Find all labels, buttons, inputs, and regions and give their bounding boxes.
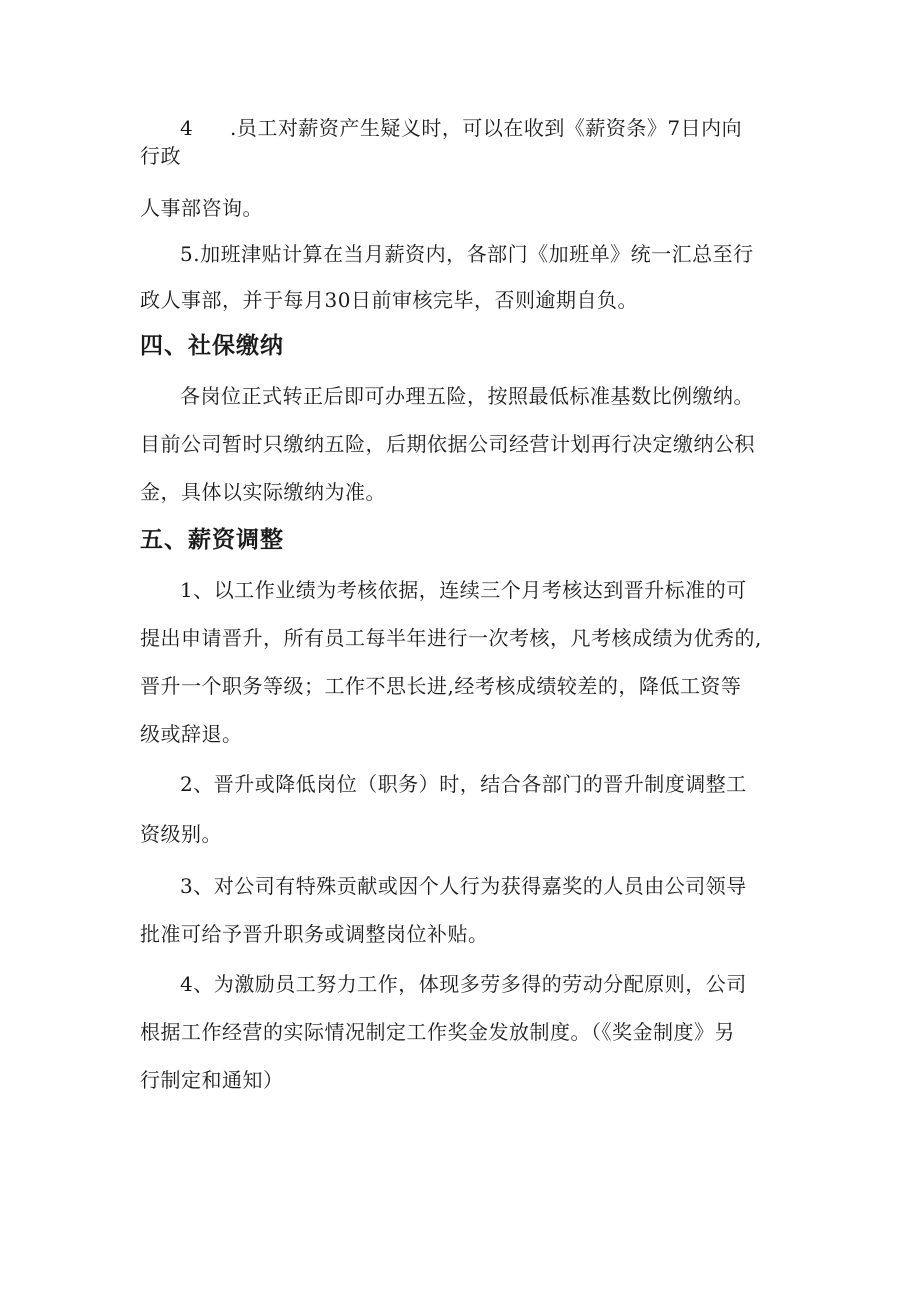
section4-para-line2: 目前公司暂时只缴纳五险，后期依据公司经营计划再行决定缴纳公积 — [140, 432, 755, 456]
section5-p4-line3: 行制定和通知） — [140, 1068, 284, 1092]
section5-p1-line4: 级或辞退。 — [140, 722, 243, 746]
item4-number: 4 — [180, 116, 193, 140]
section5-title: 五、薪资调整 — [140, 527, 284, 553]
section5-p3-line1: 3、对公司有特殊贡献或因个人行为获得嘉奖的人员由公司领导 — [180, 874, 747, 898]
section5-p1-line1: 1、以工作业绩为考核依据，连续三个月考核达到晋升标准的可 — [180, 578, 747, 602]
item4-text-line1: .员工对薪资产生疑义时，可以在收到《薪资条》7日内向 — [230, 116, 743, 140]
section5-p1-line2: 提出申请晋升，所有员工每半年进行一次考核，凡考核成绩为优秀的, — [140, 626, 762, 650]
section5-p4-line2: 根据工作经营的实际情况制定工作奖金发放制度。（《奖金制度》另 — [140, 1020, 735, 1044]
section5-p4-line1: 4、为激励员工努力工作，体现多劳多得的劳动分配原则，公司 — [180, 972, 747, 996]
section5-p3-line2: 批准可给予晋升职务或调整岗位补贴。 — [140, 922, 489, 946]
section5-p2-line1: 2、晋升或降低岗位（职务）时，结合各部门的晋升制度调整工 — [180, 772, 747, 796]
section4-para-line3: 金，具体以实际缴纳为准。 — [140, 480, 386, 504]
item5-line2: 政人事部，并于每月30日前审核完毕，否则逾期自负。 — [140, 288, 638, 312]
item5-line1: 5.加班津贴计算在当月薪资内，各部门《加班单》统一汇总至行 — [180, 242, 754, 266]
section4-para-line1: 各岗位正式转正后即可办理五险，按照最低标准基数比例缴纳。 — [180, 384, 754, 408]
item4-text-line2: 行政 — [140, 144, 181, 168]
section4-title: 四、社保缴纳 — [140, 333, 284, 359]
section5-p1-line3: 晋升一个职务等级；工作不思长进,经考核成绩较差的，降低工资等 — [140, 674, 742, 698]
section5-p2-line2: 资级别。 — [140, 822, 222, 846]
item4-text-line3: 人事部咨询。 — [140, 196, 263, 220]
